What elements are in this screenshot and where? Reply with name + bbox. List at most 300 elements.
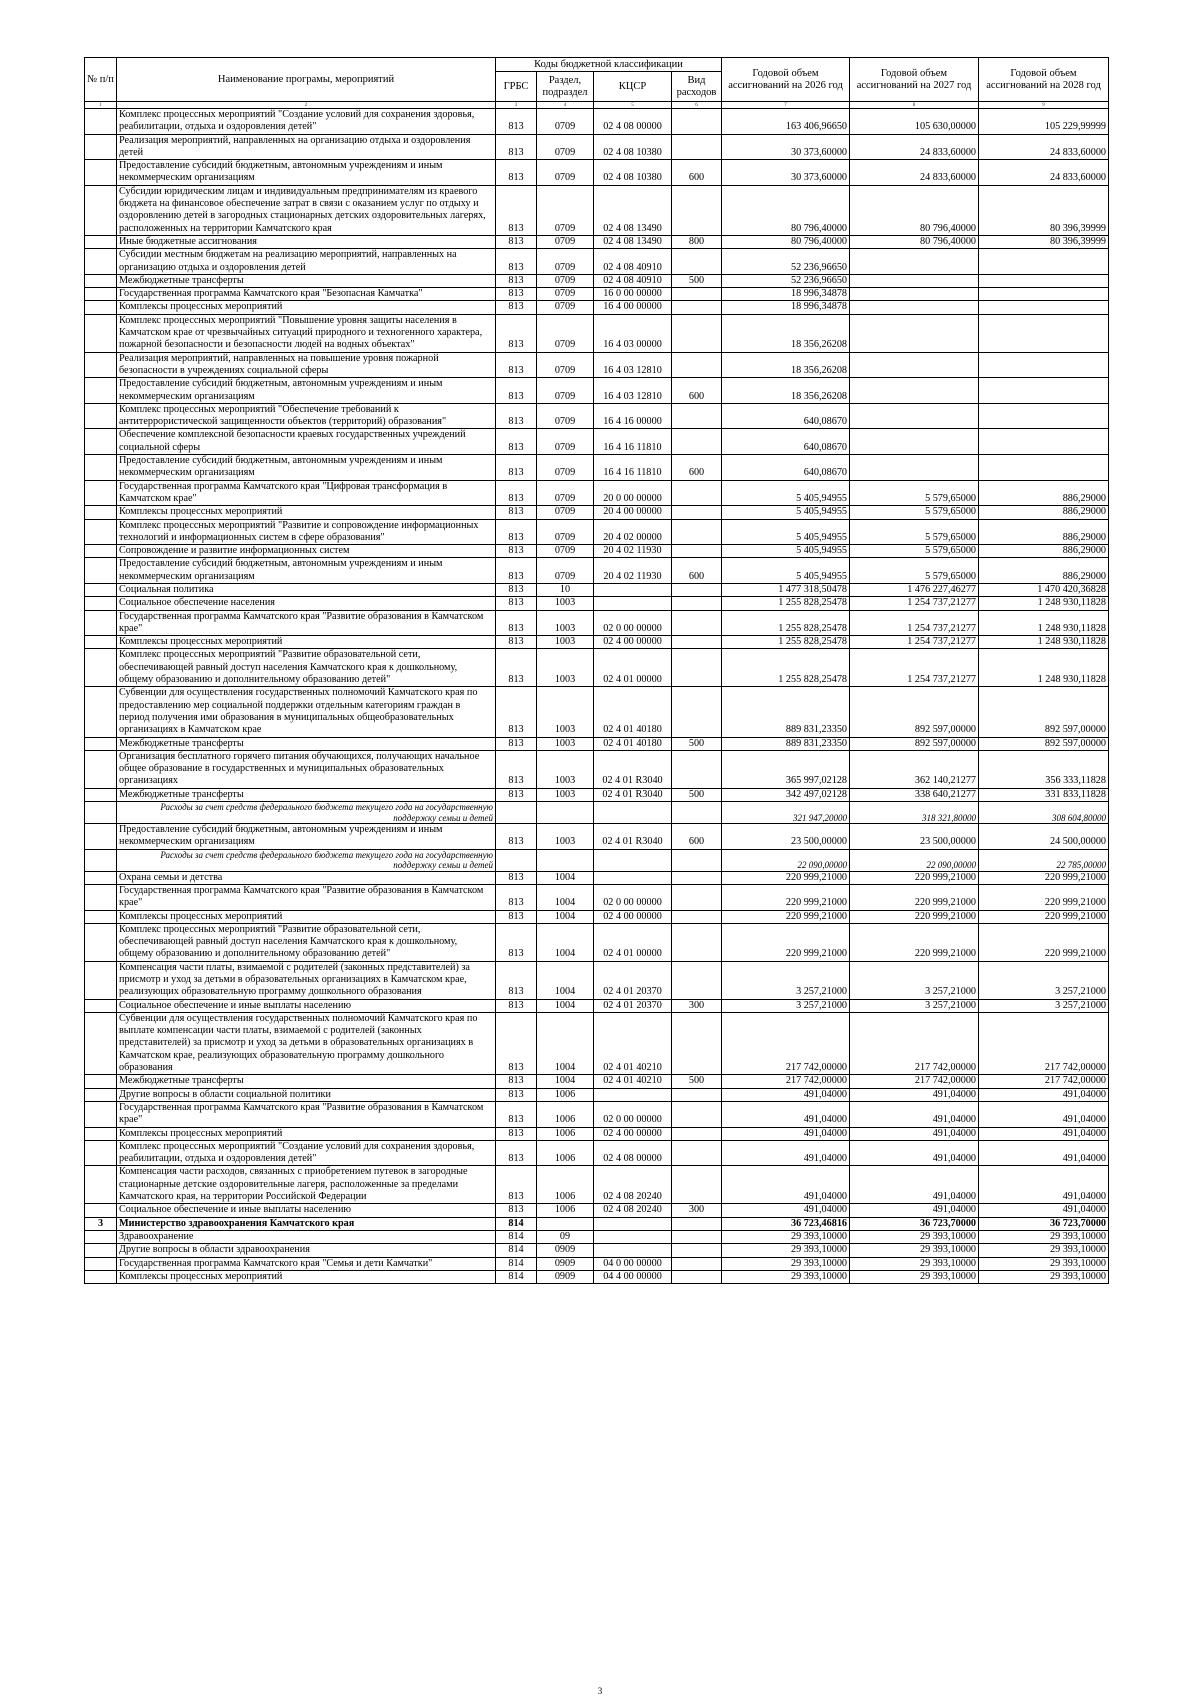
row-vid: 500 (672, 274, 722, 287)
row-grbs: 813 (496, 610, 537, 636)
row-razdel: 0709 (537, 288, 594, 301)
row-amount-2027: 5 579,65000 (850, 545, 979, 558)
row-razdel: 0909 (537, 1270, 594, 1283)
row-vid: 800 (672, 235, 722, 248)
table-row (85, 923, 1109, 961)
row-amount-2028: 1 248 930,11828 (979, 610, 1109, 636)
row-amount-2028: 217 742,00000 (979, 1075, 1109, 1088)
row-vid (672, 480, 722, 506)
row-name: Комплексы процессных мероприятий (117, 506, 496, 519)
row-amount-2026: 52 236,96650 (722, 274, 850, 287)
row-amount-2028: 491,04000 (979, 1127, 1109, 1140)
row-vid: 500 (672, 737, 722, 750)
row-vid (672, 1217, 722, 1230)
row-num (85, 160, 117, 186)
row-grbs: 813 (496, 961, 537, 999)
row-amount-2027: 220 999,21000 (850, 923, 979, 961)
row-name: Комплексы процессных мероприятий (117, 910, 496, 923)
row-razdel: 1006 (537, 1140, 594, 1166)
table-row (85, 1217, 1109, 1230)
row-kcsr: 02 4 01 40210 (594, 1075, 672, 1088)
row-amount-2027 (850, 249, 979, 275)
row-num (85, 649, 117, 687)
row-num (85, 506, 117, 519)
row-grbs: 813 (496, 134, 537, 160)
row-vid: 600 (672, 455, 722, 481)
row-amount-2026: 640,08670 (722, 429, 850, 455)
row-amount-2028: 3 257,21000 (979, 961, 1109, 999)
row-amount-2026: 220 999,21000 (722, 871, 850, 884)
row-grbs: 813 (496, 871, 537, 884)
row-razdel: 1003 (537, 737, 594, 750)
table-row (85, 910, 1109, 923)
row-razdel: 0709 (537, 249, 594, 275)
row-kcsr: 02 4 08 00000 (594, 109, 672, 135)
row-vid: 600 (672, 378, 722, 404)
table-row (85, 185, 1109, 235)
row-amount-2026: 5 405,94955 (722, 506, 850, 519)
row-vid (672, 1012, 722, 1074)
row-num (85, 403, 117, 429)
row-name: Предоставление субсидий бюджетным, автономным учреждениям и иным некоммерческим организациям (117, 160, 496, 186)
row-vid (672, 849, 722, 871)
row-name: Межбюджетные трансферты (117, 737, 496, 750)
row-razdel: 0709 (537, 160, 594, 186)
row-kcsr: 04 0 00 00000 (594, 1257, 672, 1270)
table-row (85, 1166, 1109, 1204)
row-vid (672, 506, 722, 519)
row-vid (672, 429, 722, 455)
table-row (85, 1140, 1109, 1166)
table-row (85, 1012, 1109, 1074)
table-row (85, 519, 1109, 545)
row-amount-2028: 886,29000 (979, 519, 1109, 545)
header-razdel: Раздел, подраздел (537, 72, 594, 102)
row-kcsr (594, 802, 672, 824)
row-amount-2026: 342 497,02128 (722, 788, 850, 801)
row-kcsr: 16 0 00 00000 (594, 288, 672, 301)
row-amount-2027: 5 579,65000 (850, 519, 979, 545)
row-razdel (537, 1217, 594, 1230)
row-amount-2026: 80 796,40000 (722, 235, 850, 248)
row-amount-2026: 29 393,10000 (722, 1244, 850, 1257)
row-razdel: 0709 (537, 480, 594, 506)
row-kcsr: 16 4 03 12810 (594, 378, 672, 404)
row-amount-2027: 5 579,65000 (850, 558, 979, 584)
row-amount-2028 (979, 249, 1109, 275)
row-razdel: 0709 (537, 134, 594, 160)
row-amount-2026: 5 405,94955 (722, 545, 850, 558)
row-amount-2026: 889 831,23350 (722, 687, 850, 737)
table-header (85, 58, 1109, 109)
column-number: 3 (496, 102, 537, 109)
row-grbs: 814 (496, 1244, 537, 1257)
row-amount-2026: 30 373,60000 (722, 160, 850, 186)
row-amount-2027 (850, 274, 979, 287)
row-amount-2027: 318 321,80000 (850, 802, 979, 824)
row-kcsr: 02 4 08 10380 (594, 134, 672, 160)
row-amount-2028 (979, 352, 1109, 378)
row-amount-2028: 892 597,00000 (979, 687, 1109, 737)
row-name: Межбюджетные трансферты (117, 274, 496, 287)
row-razdel: 1004 (537, 884, 594, 910)
row-razdel: 0709 (537, 429, 594, 455)
row-amount-2026: 491,04000 (722, 1166, 850, 1204)
header-grbs: ГРБС (496, 72, 537, 102)
row-amount-2026: 321 947,20000 (722, 802, 850, 824)
row-kcsr: 20 4 00 00000 (594, 506, 672, 519)
row-name: Предоставление субсидий бюджетным, автономным учреждениям и иным некоммерческим организациям (117, 455, 496, 481)
row-kcsr: 02 4 08 20240 (594, 1166, 672, 1204)
row-kcsr: 04 4 00 00000 (594, 1270, 672, 1283)
row-name: Обеспечение комплексной безопасности краевых государственных учреждений социальной сферы (117, 429, 496, 455)
row-kcsr: 02 4 01 00000 (594, 649, 672, 687)
table-row (85, 109, 1109, 135)
row-vid: 300 (672, 999, 722, 1012)
row-amount-2026: 3 257,21000 (722, 961, 850, 999)
row-amount-2028 (979, 301, 1109, 314)
row-kcsr: 02 4 01 40180 (594, 687, 672, 737)
row-name: Государственная программа Камчатского края "Безопасная Камчатка" (117, 288, 496, 301)
row-name: Государственная программа Камчатского края "Развитие образования в Камчатском крае" (117, 1101, 496, 1127)
row-razdel: 1006 (537, 1088, 594, 1101)
column-number: 2 (117, 102, 496, 109)
row-amount-2026: 365 997,02128 (722, 750, 850, 788)
row-kcsr: 20 0 00 00000 (594, 480, 672, 506)
row-name: Комплексы процессных мероприятий (117, 1270, 496, 1283)
row-amount-2026: 3 257,21000 (722, 999, 850, 1012)
column-number-row (85, 102, 1109, 109)
row-grbs: 813 (496, 649, 537, 687)
row-amount-2028: 886,29000 (979, 558, 1109, 584)
row-grbs: 813 (496, 185, 537, 235)
row-name: Комплекс процессных мероприятий "Повышение уровня защиты населения в Камчатском крае от чрезвычайных ситуаций природного и техногенного характера, пожарной безопасности и безопасности людей на водных объектах" (117, 314, 496, 352)
row-num (85, 910, 117, 923)
row-grbs: 813 (496, 597, 537, 610)
row-amount-2028: 331 833,11828 (979, 788, 1109, 801)
row-num (85, 636, 117, 649)
row-grbs: 813 (496, 378, 537, 404)
row-razdel: 1003 (537, 788, 594, 801)
row-num (85, 923, 117, 961)
row-grbs: 813 (496, 583, 537, 596)
row-razdel: 0709 (537, 403, 594, 429)
row-grbs: 813 (496, 109, 537, 135)
row-grbs: 813 (496, 1088, 537, 1101)
row-kcsr (594, 597, 672, 610)
row-name: Комплексы процессных мероприятий (117, 301, 496, 314)
row-amount-2026: 217 742,00000 (722, 1012, 850, 1074)
table-row (85, 1127, 1109, 1140)
row-amount-2028: 1 470 420,36828 (979, 583, 1109, 596)
row-amount-2027: 338 640,21277 (850, 788, 979, 801)
row-amount-2027 (850, 301, 979, 314)
row-amount-2027: 36 723,70000 (850, 1217, 979, 1230)
row-amount-2028: 29 393,10000 (979, 1230, 1109, 1243)
table-row (85, 750, 1109, 788)
row-name: Субсидии местным бюджетам на реализацию мероприятий, направленных на организацию отдыха и оздоровления детей (117, 249, 496, 275)
row-razdel: 1003 (537, 687, 594, 737)
table-row (85, 160, 1109, 186)
row-amount-2027: 491,04000 (850, 1101, 979, 1127)
row-name: Комплекс процессных мероприятий "Развитие и сопровождение информационных технологий и информационных систем в сфере образования" (117, 519, 496, 545)
row-razdel: 1004 (537, 1012, 594, 1074)
row-vid (672, 301, 722, 314)
row-amount-2027: 24 833,60000 (850, 160, 979, 186)
row-razdel: 1003 (537, 610, 594, 636)
row-name: Государственная программа Камчатского края "Семья и дети Камчатки" (117, 1257, 496, 1270)
row-amount-2026: 491,04000 (722, 1140, 850, 1166)
row-amount-2027: 362 140,21277 (850, 750, 979, 788)
row-kcsr: 02 4 01 40180 (594, 737, 672, 750)
row-amount-2026: 1 255 828,25478 (722, 636, 850, 649)
row-vid (672, 352, 722, 378)
row-amount-2027: 80 796,40000 (850, 185, 979, 235)
row-grbs: 813 (496, 923, 537, 961)
row-vid: 600 (672, 160, 722, 186)
row-name: Субвенции для осуществления государственных полномочий Камчатского края по выплате компенсации части платы, взимаемой с родителей (законных представителей) за присмотр и уход за детьми в образовательных организациях в Камчатском крае, реализующих образовательную программу дошкольного образования (117, 1012, 496, 1074)
row-amount-2026: 30 373,60000 (722, 134, 850, 160)
table-row (85, 1204, 1109, 1217)
table-row (85, 1088, 1109, 1101)
header-2026: Годовой объем ассигнований на 2026 год (722, 58, 850, 102)
row-kcsr: 16 4 16 11810 (594, 455, 672, 481)
row-razdel: 1004 (537, 1075, 594, 1088)
row-amount-2028: 22 785,00000 (979, 849, 1109, 871)
table-row (85, 378, 1109, 404)
row-name: Государственная программа Камчатского края "Развитие образования в Камчатском крае" (117, 884, 496, 910)
column-number: 9 (979, 102, 1109, 109)
row-amount-2027: 892 597,00000 (850, 687, 979, 737)
row-name: Комплекс процессных мероприятий "Развитие образовательной сети, обеспечивающей равный доступ населения Камчатского края к дошкольному, общему образованию и дополнительному образованию детей" (117, 649, 496, 687)
table-row (85, 314, 1109, 352)
row-kcsr: 02 4 01 R3040 (594, 788, 672, 801)
row-kcsr: 20 4 02 11930 (594, 545, 672, 558)
row-grbs: 813 (496, 1166, 537, 1204)
row-razdel: 1004 (537, 923, 594, 961)
row-kcsr: 02 4 08 13490 (594, 235, 672, 248)
row-amount-2027 (850, 288, 979, 301)
row-vid (672, 1127, 722, 1140)
row-kcsr: 16 4 16 11810 (594, 429, 672, 455)
row-num (85, 750, 117, 788)
row-vid (672, 687, 722, 737)
row-razdel (537, 849, 594, 871)
row-name: Социальное обеспечение и иные выплаты населению (117, 1204, 496, 1217)
row-grbs: 813 (496, 506, 537, 519)
row-amount-2026: 220 999,21000 (722, 884, 850, 910)
row-name: Расходы за счет средств федерального бюджета текущего года на государственную поддержку семьи и детей (117, 849, 496, 871)
row-razdel: 0709 (537, 455, 594, 481)
row-kcsr (594, 1244, 672, 1257)
row-vid (672, 597, 722, 610)
row-amount-2026: 220 999,21000 (722, 910, 850, 923)
row-grbs: 814 (496, 1270, 537, 1283)
row-num (85, 871, 117, 884)
row-num (85, 288, 117, 301)
row-amount-2027 (850, 403, 979, 429)
row-kcsr: 02 0 00 00000 (594, 610, 672, 636)
row-razdel: 1006 (537, 1166, 594, 1204)
row-grbs: 813 (496, 429, 537, 455)
row-razdel: 1003 (537, 649, 594, 687)
row-amount-2026: 1 255 828,25478 (722, 649, 850, 687)
row-amount-2026: 80 796,40000 (722, 185, 850, 235)
row-name: Министерство здравоохранения Камчатского края (117, 1217, 496, 1230)
row-amount-2026: 18 356,26208 (722, 378, 850, 404)
table-row (85, 403, 1109, 429)
row-num (85, 824, 117, 850)
row-razdel: 0709 (537, 378, 594, 404)
row-amount-2028: 1 248 930,11828 (979, 636, 1109, 649)
row-name: Сопровождение и развитие информационных систем (117, 545, 496, 558)
row-name: Межбюджетные трансферты (117, 1075, 496, 1088)
row-razdel: 1004 (537, 961, 594, 999)
row-name: Социальная политика (117, 583, 496, 596)
table-row (85, 824, 1109, 850)
row-num (85, 1204, 117, 1217)
row-grbs: 813 (496, 1127, 537, 1140)
row-kcsr (594, 871, 672, 884)
row-name: Реализация мероприятий, направленных на повышение уровня пожарной безопасности в учреждениях социальной сферы (117, 352, 496, 378)
row-amount-2026: 29 393,10000 (722, 1230, 850, 1243)
row-amount-2026: 18 996,34878 (722, 301, 850, 314)
row-grbs: 813 (496, 558, 537, 584)
column-number: 4 (537, 102, 594, 109)
row-amount-2027: 29 393,10000 (850, 1230, 979, 1243)
row-amount-2028: 1 248 930,11828 (979, 649, 1109, 687)
row-kcsr: 02 4 01 00000 (594, 923, 672, 961)
row-num (85, 185, 117, 235)
row-amount-2026: 18 996,34878 (722, 288, 850, 301)
header-name: Наименование програмы, мероприятий (117, 58, 496, 102)
row-name: Комплекс процессных мероприятий "Развитие образовательной сети, обеспечивающей равный доступ населения Камчатского края к дошкольному, общему образованию и дополнительному образованию детей" (117, 923, 496, 961)
row-vid: 300 (672, 1204, 722, 1217)
row-vid (672, 134, 722, 160)
row-razdel: 0709 (537, 545, 594, 558)
row-grbs: 813 (496, 288, 537, 301)
row-amount-2027: 892 597,00000 (850, 737, 979, 750)
row-kcsr: 02 4 08 40910 (594, 274, 672, 287)
row-kcsr: 02 0 00 00000 (594, 1101, 672, 1127)
row-vid (672, 185, 722, 235)
row-amount-2028: 3 257,21000 (979, 999, 1109, 1012)
row-amount-2027 (850, 429, 979, 455)
row-kcsr (594, 1217, 672, 1230)
row-amount-2027: 217 742,00000 (850, 1012, 979, 1074)
row-amount-2026: 18 356,26208 (722, 352, 850, 378)
row-vid: 500 (672, 1075, 722, 1088)
row-razdel: 10 (537, 583, 594, 596)
row-vid (672, 1230, 722, 1243)
header-vid: Вид расходов (672, 72, 722, 102)
row-amount-2026: 22 090,00000 (722, 849, 850, 871)
row-amount-2028: 356 333,11828 (979, 750, 1109, 788)
row-name: Субсидии юридическим лицам и индивидуальным предпринимателям из краевого бюджета на финансовое обеспечение затрат в связи с оказанием услуг по отдыху и оздоровлению детей в загородных стационарных детских оздоровительных лагерях, расположенных на территории Камчатского края (117, 185, 496, 235)
column-number: 1 (85, 102, 117, 109)
row-num (85, 301, 117, 314)
row-kcsr (594, 849, 672, 871)
row-amount-2028: 308 604,80000 (979, 802, 1109, 824)
row-num (85, 1244, 117, 1257)
row-num: 3 (85, 1217, 117, 1230)
row-amount-2026: 491,04000 (722, 1127, 850, 1140)
table-row (85, 249, 1109, 275)
row-name: Иные бюджетные ассигнования (117, 235, 496, 248)
row-amount-2026: 1 255 828,25478 (722, 610, 850, 636)
row-grbs: 813 (496, 160, 537, 186)
row-vid (672, 910, 722, 923)
row-num (85, 597, 117, 610)
row-grbs: 813 (496, 235, 537, 248)
row-amount-2028: 886,29000 (979, 506, 1109, 519)
row-kcsr: 02 4 08 00000 (594, 1140, 672, 1166)
row-amount-2028: 80 396,39999 (979, 235, 1109, 248)
row-vid (672, 871, 722, 884)
row-name: Здравоохранение (117, 1230, 496, 1243)
row-num (85, 788, 117, 801)
row-razdel: 09 (537, 1230, 594, 1243)
row-num (85, 558, 117, 584)
row-amount-2027: 29 393,10000 (850, 1270, 979, 1283)
row-name: Организация бесплатного горячего питания обучающихся, получающих начальное общее образование в государственных и муниципальных образовательных организациях (117, 750, 496, 788)
row-vid: 500 (672, 788, 722, 801)
row-kcsr (594, 583, 672, 596)
table-row (85, 884, 1109, 910)
table-row (85, 235, 1109, 248)
row-amount-2027: 105 630,00000 (850, 109, 979, 135)
row-num (85, 519, 117, 545)
row-name: Комплексы процессных мероприятий (117, 636, 496, 649)
row-razdel: 0709 (537, 235, 594, 248)
row-grbs: 814 (496, 1217, 537, 1230)
row-razdel: 1004 (537, 871, 594, 884)
table-row (85, 687, 1109, 737)
row-vid (672, 583, 722, 596)
row-num (85, 1012, 117, 1074)
row-amount-2027: 491,04000 (850, 1166, 979, 1204)
row-grbs: 813 (496, 1204, 537, 1217)
row-vid (672, 961, 722, 999)
row-amount-2027: 29 393,10000 (850, 1244, 979, 1257)
row-vid (672, 750, 722, 788)
row-name: Субвенции для осуществления государственных полномочий Камчатского края по предоставлению мер социальной поддержки отдельным категориям граждан в период получения ими образования в муниципальных общеобразовательных организациях в Камчатском крае (117, 687, 496, 737)
table-row (85, 610, 1109, 636)
row-amount-2027: 5 579,65000 (850, 480, 979, 506)
row-amount-2026: 5 405,94955 (722, 519, 850, 545)
row-grbs: 813 (496, 403, 537, 429)
row-grbs (496, 849, 537, 871)
row-vid (672, 314, 722, 352)
row-amount-2026: 29 393,10000 (722, 1257, 850, 1270)
row-amount-2028 (979, 378, 1109, 404)
row-vid: 600 (672, 824, 722, 850)
row-amount-2027: 24 833,60000 (850, 134, 979, 160)
row-name: Реализация мероприятий, направленных на организацию отдыха и оздоровления детей (117, 134, 496, 160)
row-amount-2028: 1 248 930,11828 (979, 597, 1109, 610)
row-amount-2028 (979, 455, 1109, 481)
row-amount-2026: 889 831,23350 (722, 737, 850, 750)
row-vid (672, 1088, 722, 1101)
row-amount-2028: 24 500,00000 (979, 824, 1109, 850)
row-num (85, 802, 117, 824)
row-amount-2026: 640,08670 (722, 455, 850, 481)
row-name: Компенсация части расходов, связанных с приобретением путевок в загородные стационарные детские оздоровительные лагеря, расположенные за пределами Камчатского края, на территории Российской Федерации (117, 1166, 496, 1204)
header-2027: Годовой объем ассигнований на 2027 год (850, 58, 979, 102)
row-amount-2027: 1 254 737,21277 (850, 597, 979, 610)
row-num (85, 737, 117, 750)
row-amount-2027 (850, 378, 979, 404)
